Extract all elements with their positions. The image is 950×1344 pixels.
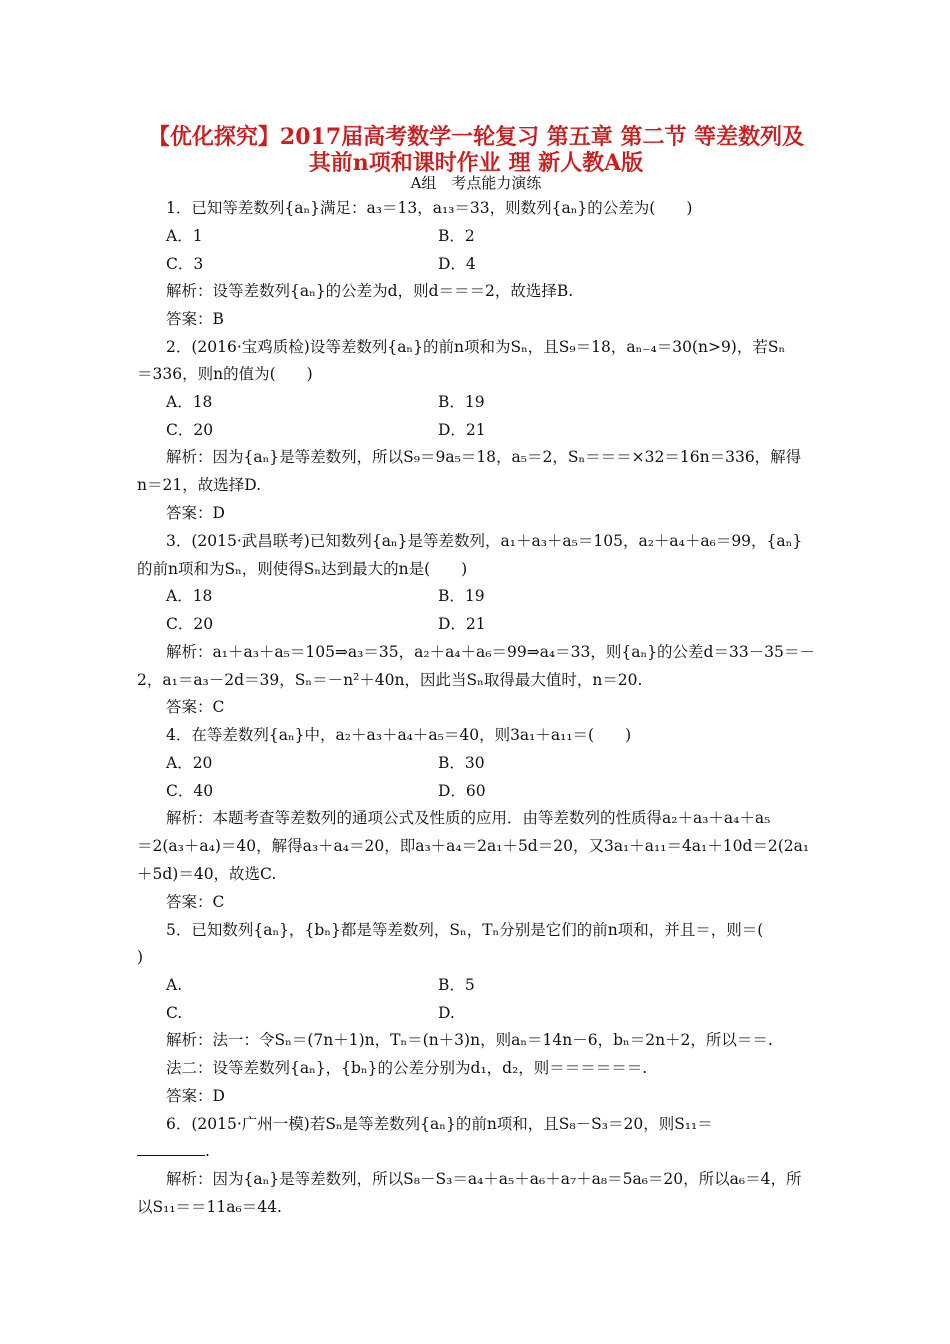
q5-option-d: D. bbox=[438, 1004, 455, 1022]
group-heading: A组 考点能力演练 bbox=[410, 174, 542, 192]
q3-option-b: B．19 bbox=[438, 587, 485, 605]
q1-option-d: D．4 bbox=[438, 255, 476, 273]
q2-answer: 答案：D bbox=[166, 504, 225, 522]
q6-stem-period: . bbox=[205, 1142, 210, 1160]
q3-analysis-line-2: 2，a₁＝a₃－2d＝39，Sₙ＝－n²＋40n，因此当Sₙ取得最大值时，n＝20. bbox=[137, 671, 643, 689]
document-title-line-2: 其前n项和课时作业 理 新人教A版 bbox=[308, 150, 644, 176]
q3-option-c: C．20 bbox=[166, 615, 214, 633]
q4-answer: 答案：C bbox=[166, 893, 225, 911]
q3-option-d: D．21 bbox=[438, 615, 486, 633]
q3-stem-line-1: 3．(2015·武昌联考)已知数列{aₙ}是等差数列，a₁＋a₃＋a₅＝105，a₂＋a₄＋a₆＝99，{aₙ} bbox=[166, 532, 803, 550]
q2-analysis-line-1: 解析：因为{aₙ}是等差数列，所以S₉＝9a₅＝18，a₅＝2，Sₙ＝＝＝×32＝16n＝336，解得 bbox=[166, 448, 802, 466]
q6-stem-line-1: 6．(2015·广州一模)若Sₙ是等差数列{aₙ}的前n项和，且S₈－S₃＝20，则S₁₁＝ bbox=[166, 1115, 713, 1133]
q1-option-b: B．2 bbox=[438, 227, 475, 245]
q2-option-b: B．19 bbox=[438, 393, 485, 411]
q2-option-a: A．18 bbox=[166, 393, 213, 411]
q4-analysis-line-2: ＝2(a₃＋a₄)＝40，解得a₃＋a₄＝20，即a₃＋a₄＝2a₁＋5d＝20，又3a₁＋a₁₁＝4a₁＋10d＝2(2a₁ bbox=[137, 837, 810, 855]
q4-analysis-line-1: 解析：本题考查等差数列的通项公式及性质的应用．由等差数列的性质得a₂＋a₃＋a₄＋a₅ bbox=[166, 809, 771, 827]
q2-analysis-line-2: n＝21，故选择D. bbox=[137, 476, 262, 494]
q1-analysis: 解析：设等差数列{aₙ}的公差为d，则d＝＝＝2，故选择B. bbox=[166, 282, 574, 300]
q6-analysis-line-1: 解析：因为{aₙ}是等差数列，所以S₈－S₃＝a₄＋a₅＋a₆＋a₇＋a₈＝5a₆＝20，所以a₆＝4，所 bbox=[166, 1170, 802, 1188]
q5-option-c: C. bbox=[166, 1004, 183, 1022]
q4-option-d: D．60 bbox=[438, 782, 486, 800]
q1-option-a: A．1 bbox=[166, 227, 203, 245]
q4-stem: 4．在等差数列{aₙ}中，a₂＋a₃＋a₄＋a₅＝40，则3a₁＋a₁₁＝( ) bbox=[166, 726, 632, 744]
q1-answer: 答案：B bbox=[166, 310, 224, 328]
q5-answer: 答案：D bbox=[166, 1087, 225, 1105]
q3-option-a: A．18 bbox=[166, 587, 213, 605]
q5-stem-line-1: 5．已知数列{aₙ}，{bₙ}都是等差数列，Sₙ，Tₙ分别是它们的前n项和，并且＝，则＝( bbox=[166, 921, 764, 939]
q2-option-c: C．20 bbox=[166, 421, 214, 439]
q6-analysis-line-2: 以S₁₁＝＝11a₆＝44. bbox=[137, 1198, 282, 1216]
q2-stem-line-2: ＝336，则n的值为( ) bbox=[137, 365, 313, 383]
q5-analysis-line-2: 法二：设等差数列{aₙ}，{bₙ}的公差分别为d₁，d₂，则＝＝＝＝＝＝. bbox=[166, 1059, 648, 1077]
q6-answer-blank bbox=[137, 1141, 205, 1156]
q5-analysis-line-1: 解析：法一：令Sₙ＝(7n＋1)n，Tₙ＝(n＋3)n，则aₙ＝14n－6，bₙ＝2n＋2，所以＝＝. bbox=[166, 1031, 773, 1049]
q2-stem-line-1: 2．(2016·宝鸡质检)设等差数列{aₙ}的前n项和为Sₙ，且S₉＝18，aₙ₋₄＝30(n>9)，若Sₙ bbox=[166, 338, 786, 356]
q1-option-c: C．3 bbox=[166, 255, 204, 273]
q4-analysis-line-3: ＋5d)＝40，故选C. bbox=[137, 865, 277, 883]
q5-stem-line-2: ) bbox=[137, 948, 144, 966]
q3-stem-line-2: 的前n项和为Sₙ，则使得Sₙ达到最大的n是( ) bbox=[137, 560, 468, 578]
q4-option-a: A．20 bbox=[166, 754, 213, 772]
q2-option-d: D．21 bbox=[438, 421, 486, 439]
q5-option-b: B．5 bbox=[438, 976, 475, 994]
q3-answer: 答案：C bbox=[166, 698, 225, 716]
q6-stem-line-2 bbox=[137, 1141, 210, 1161]
document-title-line-1: 【优化探究】2017届高考数学一轮复习 第五章 第二节 等差数列及 bbox=[147, 124, 805, 150]
q1-stem: 1．已知等差数列{aₙ}满足：a₃＝13，a₁₃＝33，则数列{aₙ}的公差为( ) bbox=[166, 199, 693, 217]
q4-option-c: C．40 bbox=[166, 782, 214, 800]
q3-analysis-line-1: 解析：a₁＋a₃＋a₅＝105⇒a₃＝35，a₂＋a₄＋a₆＝99⇒a₄＝33，则{aₙ}的公差d＝33－35＝－ bbox=[166, 643, 815, 661]
q4-option-b: B．30 bbox=[438, 754, 485, 772]
q5-option-a: A. bbox=[166, 976, 183, 994]
